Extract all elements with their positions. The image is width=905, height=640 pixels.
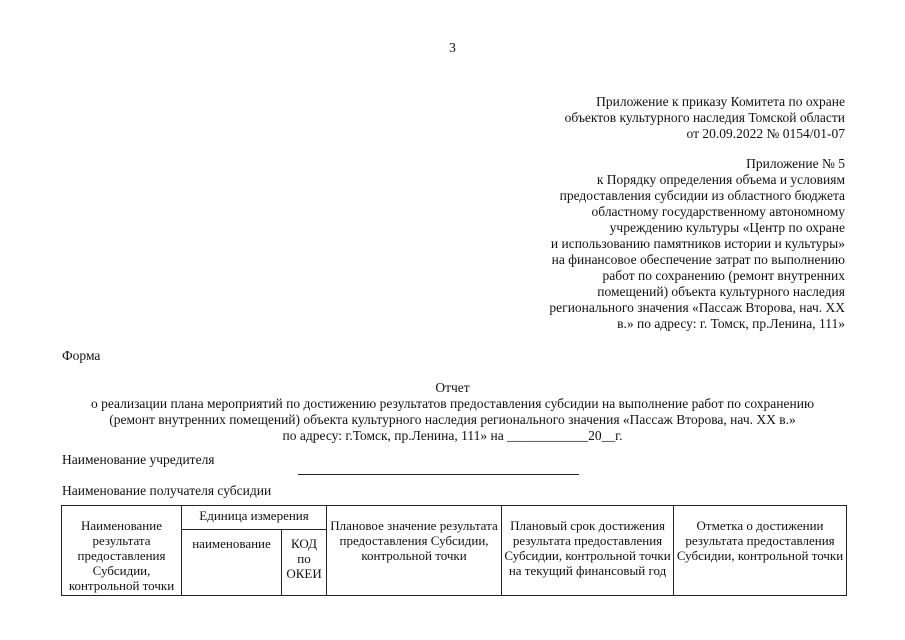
order-header-line: от 20.09.2022 № 0154/01-07 xyxy=(686,126,845,141)
appendix-line: к Порядку определения объема и условиям xyxy=(596,172,845,187)
report-title-line: о реализации плана мероприятий по достижению результатов предоставления субсидии на выполнение работ по сохранению xyxy=(90,396,815,411)
appendix-header xyxy=(549,156,845,332)
appendix-line: учреждению культуры «Центр по охране xyxy=(609,220,845,235)
page-number: 3 xyxy=(449,40,456,55)
appendix-line: на финансовое обеспечение затрат по выполнению xyxy=(551,252,845,267)
header-planned-value: Плановое значение результата предоставления Субсидии, контрольной точки xyxy=(327,506,502,596)
appendix-line: регионального значения «Пассаж Второва, нач. XX xyxy=(549,300,845,315)
order-header xyxy=(565,94,845,142)
order-header-line: объектов культурного наследия Томской области xyxy=(564,110,845,125)
header-planned-date: Плановый срок достижения результата предоставления Субсидии, контрольной точки на текущий финансовый год xyxy=(502,506,674,596)
header-unit-name: наименование xyxy=(182,530,282,596)
header-unit-code: КОД по ОКЕИ xyxy=(282,530,327,596)
order-header-line: Приложение к приказу Комитета по охране xyxy=(596,94,845,109)
appendix-line: предоставления субсидии из областного бюджета xyxy=(559,188,845,203)
report-title-line: по адресу: г.Томск, пр.Ленина, 111» на ____________20__г. xyxy=(282,428,623,443)
form-label: Форма xyxy=(62,348,101,363)
header-result-name: Наименование результата предоставления Субсидии, контрольной точки xyxy=(62,506,182,596)
appendix-line: помещений) объекта культурного наследия xyxy=(597,284,845,299)
appendix-line: Приложение № 5 xyxy=(746,156,845,171)
appendix-line: областному государственному автономному xyxy=(591,204,845,219)
report-table xyxy=(61,505,847,596)
appendix-line: в.» по адресу: г. Томск, пр.Ленина, 111» xyxy=(617,316,845,331)
recipient-label: Наименование получателя субсидии xyxy=(62,483,272,498)
report-title xyxy=(0,380,905,444)
appendix-line: и использованию памятников истории и культуры» xyxy=(550,236,845,251)
founder-underline xyxy=(298,474,579,475)
report-title-line: Отчет xyxy=(435,380,470,395)
report-title-line: (ремонт внутренних помещений) объекта культурного наследия регионального значения «Пассаж Второва, нач. XX в.» xyxy=(109,412,796,427)
founder-label: Наименование учредителя xyxy=(62,452,215,467)
appendix-line: работ по сохранению (ремонт внутренних xyxy=(602,268,845,283)
header-unit-group: Единица измерения xyxy=(182,506,327,530)
header-achievement-mark: Отметка о достижении результата предоставления Субсидии, контрольной точки xyxy=(674,506,847,596)
table-header-row xyxy=(62,506,847,530)
